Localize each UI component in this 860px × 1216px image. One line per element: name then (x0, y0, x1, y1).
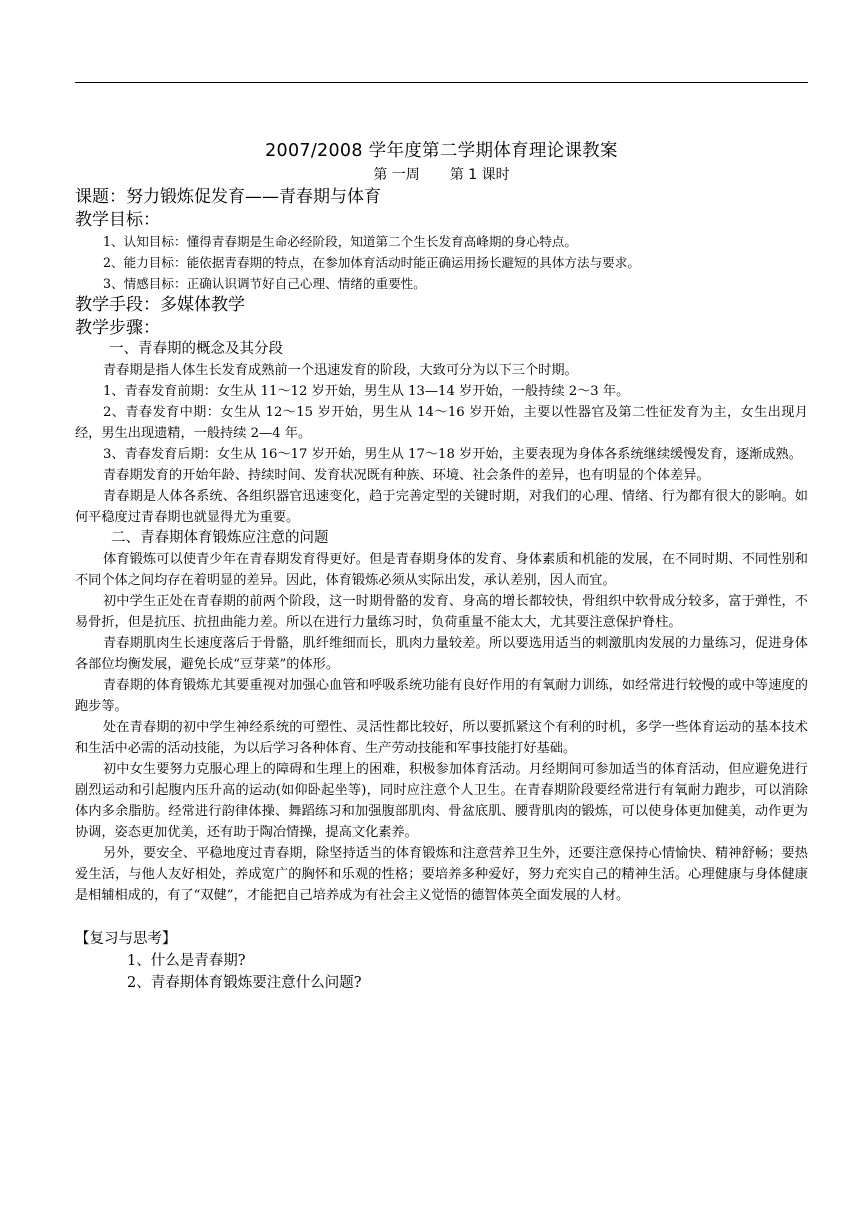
document-title: 2007/2008 学年度第二学期体育理论课教案 (265, 141, 618, 161)
week-label: 第 一周 (373, 167, 420, 183)
section-heading: 二、青春期体育锻炼应注意的问题 (111, 530, 329, 546)
paragraph: 青春期的体育锻炼尤其要重视对加强心血管和呼吸系统功能有良好作用的有氧耐力训练，如经常进行较慢的或中等速度的跑步等。 (75, 678, 808, 714)
paragraph: 2、青春发育中期：女生从 12～15 岁开始，男生从 14～16 岁开始，主要以性器官及第二性征发育为主，女生出现月经，男生出现遗精，一般持续 2—4 年。 (75, 405, 808, 441)
teaching-means-heading: 教学手段：多媒体教学 (75, 295, 245, 315)
lesson-plan-document (75, 138, 808, 994)
objective-item: 1、认知目标：懂得青春期是生命必经阶段，知道第二个生长发育高峰期的身心特点。 (103, 234, 577, 249)
teaching-steps-heading: 教学步骤： (75, 317, 160, 338)
document-subtitle (75, 164, 808, 186)
paragraph: 体育锻炼可以使青少年在青春期发育得更好。但是青春期身体的发育、身体素质和机能的发展，在不同时期、不同性别和不同个体之间均存在着明显的差异。因此，体育锻炼必须从实际出发，承认差别，因人而宜。 (75, 552, 808, 588)
paragraph: 青春期是指人体生长发育成熟前一个迅速发育的阶段，大致可分为以下三个时期。 (103, 363, 578, 378)
section-heading: 一、青春期的概念及其分段 (109, 341, 283, 357)
paragraph: 青春期肌肉生长速度落后于骨骼，肌纤维细而长，肌肉力量较差。所以要选用适当的刺激肌肉发展的力量练习，促进身体各部位均衡发展，避免长成“豆芽菜”的体形。 (75, 636, 808, 672)
header-rule (75, 82, 808, 83)
objective-item: 2、能力目标：能依据青春期的特点，在参加体育活动时能正确运用扬长避短的具体方法与要求。 (103, 255, 640, 270)
paragraph: 另外，要安全、平稳地度过青春期，除坚持适当的体育锻炼和注意营养卫生外，还要注意保持心情愉快、精神舒畅；要热爱生活，与他人友好相处，养成宽广的胸怀和乐观的性格；要培养多种爱好，努力充实自己的精神生活。心理健康与身体健康是相辅相成的，有了“双健”，才能把自己培养成为有社会主义觉悟的德智体英全面发展的人材。 (75, 846, 808, 903)
review-heading: 【复习与思考】 (75, 931, 177, 947)
paragraph: 处在青春期的初中学生神经系统的可塑性、灵活性都比较好，所以要抓紧这个有利的时机，多学一些体育运动的基本技术和生活中必需的活动技能，为以后学习各种体育、生产劳动技能和军事技能打好基础。 (75, 720, 808, 756)
paragraph: 青春期发育的开始年龄、持续时间、发育状况既有种族、环境、社会条件的差异，也有明显的个体差异。 (103, 468, 710, 483)
paragraph: 初中学生正处在青春期的前两个阶段，这一时期骨骼的发育、身高的增长都较快，骨组织中软骨成分较多，富于弹性，不易骨折，但是抗压、抗扭曲能力差。所以在进行力量练习时，负荷重量不能太大，尤其要注意保护脊柱。 (75, 594, 808, 630)
paragraph: 1、青春发育前期：女生从 11～12 岁开始，男生从 13—14 岁开始，一般持续 2～3 年。 (103, 384, 630, 399)
paragraph: 3、青春发育后期：女生从 16～17 岁开始，男生从 17～18 岁开始，主要表现为身体各系统继续缓慢发育，逐渐成熟。 (103, 447, 802, 462)
topic-heading: 课题：努力锻炼促发育——青春期与体育 (75, 187, 381, 207)
paragraph: 初中女生要努力克服心理上的障碍和生理上的困难，积极参加体育活动。月经期间可参加适当的体育活动，但应避免进行剧烈运动和引起腹内压升高的运动(如仰卧起坐等)，同时应注意个人卫生。在青春期阶段要经常进行有氧耐力跑步，可以消除体内多余脂肪。经常进行韵律体操、舞蹈练习和加强腹部肌肉、骨盆底肌、腰背肌肉的锻炼，可以使身体更加健美，动作更为协调，姿态更加优美，还有助于陶冶情操，提高文化素养。 (75, 762, 808, 840)
review-question: 1、什么是青春期? (127, 953, 246, 969)
objectives-heading: 教学目标： (75, 209, 160, 230)
period-label: 第 1 课时 (449, 167, 510, 183)
objective-item: 3、情感目标：正确认识调节好自己心理、情绪的重要性。 (103, 276, 426, 291)
review-question: 2、青春期体育锻炼要注意什么问题? (127, 975, 362, 991)
paragraph: 青春期是人体各系统、各组织器官迅速变化，趋于完善定型的关键时期，对我们的心理、情绪、行为都有很大的影响。如何平稳度过青春期也就显得尤为重要。 (75, 489, 808, 525)
